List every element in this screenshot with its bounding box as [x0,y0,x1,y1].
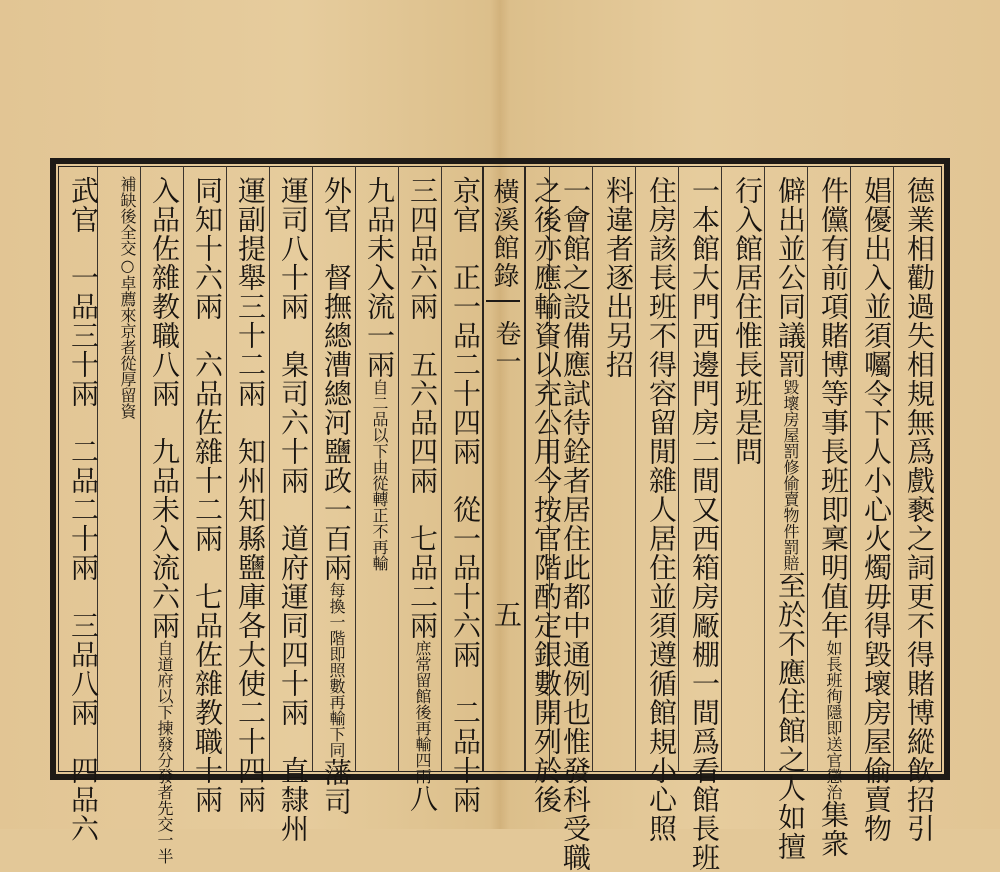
text-column: 住房該長班不得容留閒雜人居住並須遵循館規小心照 [645,176,678,843]
annotation: 每換一階即照數再輸下同 [327,582,346,758]
column-rule [183,166,184,772]
text-column: 僻出並公同議罰毀壞房屋罰修偷賣物件罰賠至於不應住館之人如擅 [774,176,807,861]
text-column: 德業相勸過失相規無爲戲褻之詞更不得賭博縱飲招引 [903,176,936,843]
annotation: 如長班徇隱即送官懲治 [824,640,843,800]
annotation: 庶常留館後再輸四兩 [413,640,432,784]
text-column: 九品未入流一兩自二品以下由從轉正不再輸 [363,176,396,571]
text-column: 入品佐雜教職八兩 九品未入流六兩自道府以下揀發分發者先交一半 [148,176,181,864]
annotation: 卓薦來京者從厚留資 [118,275,137,419]
column-rule [312,166,313,772]
annotation: 補缺後全交 [118,176,137,256]
column-rule [355,166,356,772]
text-column: 娼優出入並須囑令下人小心火燭毋得毀壞房屋偷賣物 [860,176,893,843]
annotation: 自二品以下由從轉正不再輸 [370,379,389,571]
text-column [108,176,146,419]
fishtail-mark [486,300,520,320]
text-column: 京官 正一品二十四兩 從一品十六兩 二品十兩 [449,176,482,814]
page-number: 五 [490,600,523,628]
text-column: 運副提舉三十二兩 知州知縣鹽庫各大使二十四兩 [234,176,267,814]
column-rule [226,166,227,772]
annotation: 毀壞房屋罰修偷賣物件罰賠 [781,379,800,571]
column-rule [398,166,399,772]
annotation-mark: ○ [118,256,137,275]
column-rule [441,166,442,772]
annotation: 自道府以下揀發分發者先交一半 [155,640,174,864]
text-column: 之後亦應輸資以充公用今按官階酌定銀數開列於後 [530,176,563,814]
text-column: 武官 一品三十兩 二品二十兩 三品八兩 四品六 [67,176,100,843]
text-column: 三四品六兩 五六品四兩 七品二兩庶常留館後再輸四兩八 [406,176,439,813]
book-title: 橫溪館錄 [489,178,519,290]
text-column: 件儻有前項賭博等事長班即稟明值年如長班徇隱即送官懲治集衆 [817,176,850,858]
text-column: 料違者逐出另招 [602,176,635,379]
text-column: 同知十六兩 六品佐雜十二兩 七品佐雜教職十兩 [191,176,224,814]
text-column: 運司八十兩 臬司六十兩 道府運同四十兩 直隸州 [277,176,310,843]
text-column: 一會館之設備應試待銓者居住此都中通例也惟發科受職 [559,176,592,872]
text-column: 外官 督撫總漕總河鹽政一百兩每換一階即照數再輸下同藩司 [320,176,353,816]
volume-label: 卷一 [491,320,521,376]
text-column: 行入館居住惟長班是問 [731,176,764,466]
text-column: 一本館大門西邊門房二間又西箱房厰棚一間爲看館長班 [688,176,721,872]
column-rule [269,166,270,772]
